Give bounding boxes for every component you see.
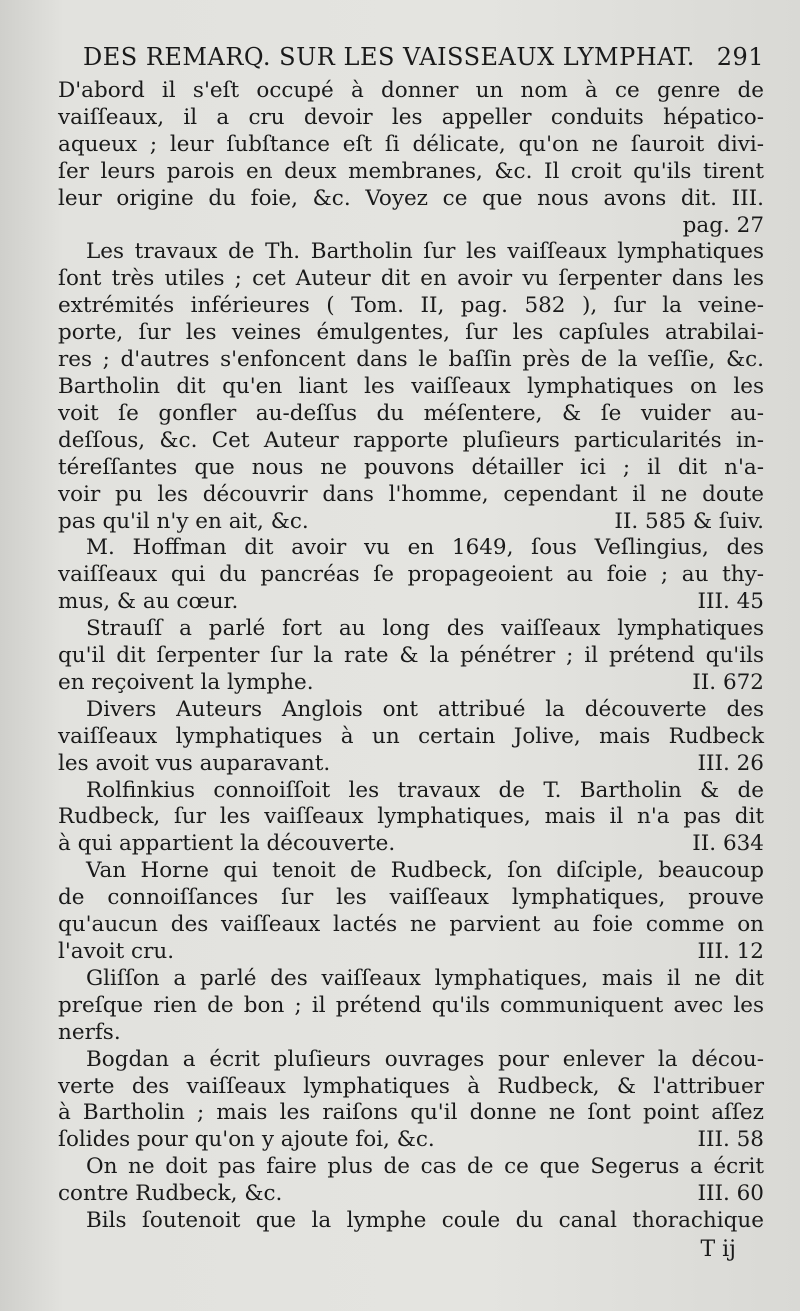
line-text: aqueux ; leur ſubſtance eſt ſi délicate, qu'on ne ſauroit divi- xyxy=(58,131,764,157)
text-line xyxy=(58,1020,764,1047)
line-text: Rudbeck, ſur les vaiſſeaux lymphatiques, mais il n'a pas dit xyxy=(58,804,764,830)
text-line xyxy=(58,186,764,213)
line-text: qu'il dit ſerpenter ſur la rate & la pénétrer ; il prétend qu'ils xyxy=(58,643,764,669)
text-line xyxy=(58,562,764,589)
line-text: à qui appartient la découverte. xyxy=(58,831,396,857)
body-text xyxy=(58,78,764,1235)
line-text: porte, ſur les veines émulgentes, ſur les capſules atrabilai- xyxy=(58,320,764,346)
page-reference: II. 672 xyxy=(692,669,764,695)
text-line xyxy=(58,105,764,132)
line-text: Van Horne qui tenoit de Rudbeck, ſon diſciple, beaucoup xyxy=(86,858,764,884)
text-line xyxy=(58,616,764,643)
line-text: les avoit vus auparavant. xyxy=(58,750,331,776)
line-text: preſque rien de bon ; il prétend qu'ils communiquent avec les xyxy=(58,992,764,1018)
line-text: Bils ſoutenoit que la lymphe coule du canal thorachique xyxy=(86,1208,764,1234)
running-head xyxy=(83,38,764,78)
line-text: pas qu'il n'y en ait, &c. xyxy=(58,508,309,534)
text-line xyxy=(58,1154,764,1181)
line-text: à Bartholin ; mais les raiſons qu'il donne ne ſont point aſſez xyxy=(58,1100,764,1126)
page-reference: III. 45 xyxy=(697,589,764,615)
line-text: Divers Auteurs Anglois ont attribué la découverte des xyxy=(86,696,764,722)
line-text: qu'aucun des vaiſſeaux lactés ne parvient au foie comme on xyxy=(58,912,764,938)
text-line xyxy=(58,374,764,401)
line-text: M. Hoffman dit avoir vu en 1649, ſous Veſlingius, des xyxy=(86,535,764,561)
text-line xyxy=(58,724,764,751)
page-reference: III. 12 xyxy=(697,939,764,964)
line-text: vaiſſeaux, il a cru devoir les appeller conduits hépatico- xyxy=(58,104,764,130)
text-line xyxy=(58,535,764,562)
signature-mark: T ij xyxy=(700,1236,736,1262)
page-reference: III. 60 xyxy=(697,1181,764,1207)
line-text: Rolfinkius connoiſſoit les travaux de T. Bartholin & de xyxy=(86,777,764,803)
text-line xyxy=(58,643,764,670)
line-text: leur origine du foie, &c. Voyez ce que nous avons dit. III. xyxy=(58,185,764,211)
line-text: ſont très utiles ; cet Auteur dit en avoir vu ſerpenter dans les xyxy=(58,266,764,292)
page-reference: III. 58 xyxy=(697,1127,764,1153)
line-text: ſolides pour qu'on y ajoute foi, &c. xyxy=(58,1127,435,1153)
text-line xyxy=(58,401,764,428)
text-line xyxy=(58,509,764,536)
line-text: Bogdan a écrit pluſieurs ouvrages pour enlever la décou- xyxy=(86,1046,764,1072)
text-line xyxy=(58,1047,764,1074)
text-line xyxy=(58,831,764,858)
text-line xyxy=(58,966,764,993)
text-line xyxy=(58,320,764,347)
line-text: mus, & au cœur. xyxy=(58,589,239,615)
text-line xyxy=(58,751,764,778)
text-line xyxy=(58,589,764,616)
text-line xyxy=(58,347,764,374)
text-line xyxy=(58,1100,764,1127)
line-text: l'avoit cru. xyxy=(58,939,175,964)
line-text: extrémités inférieures ( Tom. II, pag. 582 ), ſur la veine- xyxy=(58,293,764,319)
text-line xyxy=(58,266,764,293)
text-line xyxy=(58,993,764,1020)
text-line xyxy=(58,132,764,159)
text-line xyxy=(58,1181,764,1208)
line-text: de connoiſſances ſur les vaiſſeaux lymphatiques, prouve xyxy=(58,885,764,911)
text-line xyxy=(58,939,764,966)
line-text: pag. 27 xyxy=(682,212,764,238)
page-reference: II. 585 & ſuiv. xyxy=(614,508,764,534)
line-text: téreſſantes que nous ne pouvons détailler ici ; il dit n'a- xyxy=(58,454,764,480)
text-line xyxy=(58,159,764,186)
text-line xyxy=(58,293,764,320)
text-line xyxy=(58,697,764,724)
text-line xyxy=(58,670,764,697)
line-text: res ; d'autres s'enfoncent dans le baſſin près de la veſſie, &c. xyxy=(58,347,764,373)
line-text: Gliſſon a parlé des vaiſſeaux lymphatiques, mais il ne dit xyxy=(86,965,764,991)
text-line xyxy=(58,885,764,912)
text-line xyxy=(58,804,764,831)
line-text: ſer leurs parois en deux membranes, &c. Il croit qu'ils tirent xyxy=(58,158,764,184)
line-text: verte des vaiſſeaux lymphatiques à Rudbeck, & l'attribuer xyxy=(58,1073,764,1099)
text-line xyxy=(58,858,764,885)
page-reference: III. 26 xyxy=(697,750,764,776)
page-number: 291 xyxy=(716,43,764,71)
text-line xyxy=(58,428,764,455)
text-line xyxy=(58,1074,764,1101)
line-text: On ne doit pas faire plus de cas de ce que Segerus a écrit xyxy=(86,1154,764,1180)
line-text: Strauſſ a parlé fort au long des vaiſſeaux lymphatiques xyxy=(86,616,764,642)
line-text: voir pu les découvrir dans l'homme, cependant il ne doute xyxy=(58,481,764,507)
text-line xyxy=(58,482,764,509)
line-text: vaiſſeaux qui du pancréas ſe propageoient au foie ; au thy- xyxy=(58,562,764,588)
line-text: voit ſe gonfler au-deſſus du méſentere, & ſe vuider au- xyxy=(58,400,764,426)
text-line xyxy=(58,455,764,482)
text-line xyxy=(58,1208,764,1235)
text-line xyxy=(58,213,764,240)
text-line xyxy=(58,778,764,805)
line-text: D'abord il s'eſt occupé à donner un nom à ce genre de xyxy=(58,78,764,103)
line-text: Les travaux de Th. Bartholin ſur les vaiſſeaux lymphatiques xyxy=(86,239,764,265)
line-text: nerfs. xyxy=(58,1019,121,1045)
text-line xyxy=(58,912,764,939)
line-text: contre Rudbeck, &c. xyxy=(58,1181,283,1207)
line-text: Bartholin dit qu'en liant les vaiſſeaux lymphatiques on les xyxy=(58,373,764,399)
text-line xyxy=(58,239,764,266)
line-text: deſſous, &c. Cet Auteur rapporte pluſieurs particularités in- xyxy=(58,427,764,453)
running-title: DES REMARQ. SUR LES VAISSEAUX LYMPHAT. xyxy=(83,43,695,71)
line-text: vaiſſeaux lymphatiques à un certain Jolive, mais Rudbeck xyxy=(58,723,764,749)
page-reference: II. 634 xyxy=(692,831,764,857)
text-line xyxy=(58,78,764,105)
text-line xyxy=(58,1127,764,1154)
line-text: en reçoivent la lymphe. xyxy=(58,669,314,695)
